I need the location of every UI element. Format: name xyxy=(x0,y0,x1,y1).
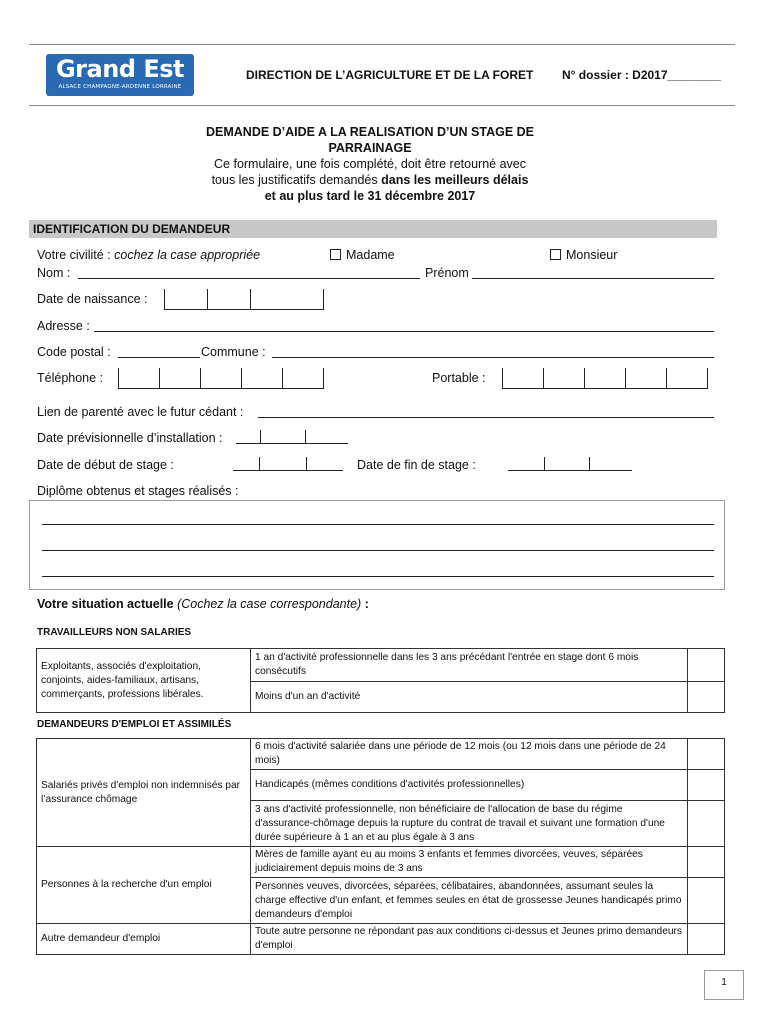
option-text: 6 mois d'activité salariée dans une période de 12 mois (ou 12 mois dans une période de 24 mois) xyxy=(251,739,688,770)
code-postal-label: Code postal : xyxy=(37,345,111,359)
code-postal-field[interactable] xyxy=(118,357,200,358)
option-text: Mères de famille ayant eu au moins 3 enfants et femmes divorcées, veuves, séparées judiciairement depuis moins de 3 ans xyxy=(251,847,688,878)
category-recherche-emploi: Personnes à la recherche d'un emploi xyxy=(37,847,251,924)
naissance-label: Date de naissance : xyxy=(37,292,148,306)
telephone-label: Téléphone : xyxy=(37,371,104,385)
top-rule xyxy=(29,44,735,45)
commune-label: Commune : xyxy=(201,345,266,359)
parente-field[interactable] xyxy=(258,417,714,418)
logo-main-text: Grand Est xyxy=(55,55,184,83)
prenom-field[interactable] xyxy=(472,278,714,279)
diplome-line-1 xyxy=(42,524,714,525)
form-title-line2: PARRAINAGE xyxy=(328,141,412,155)
adresse-field[interactable] xyxy=(94,331,714,332)
logo-sub-text: ALSACE CHAMPAGNE-ARDENNE LORRAINE xyxy=(58,84,182,90)
table-non-salaries xyxy=(36,648,725,713)
parente-label: Lien de parenté avec le futur cédant : xyxy=(37,405,244,419)
checkbox-madame[interactable]: Madame xyxy=(330,247,395,263)
fin-stage-label: Date de fin de stage : xyxy=(357,458,476,472)
option-checkbox[interactable] xyxy=(688,739,725,770)
situation-label: Votre situation actuelle (Cochez la case correspondante) : xyxy=(37,597,369,611)
grand-est-logo xyxy=(46,54,194,96)
option-checkbox[interactable] xyxy=(688,924,725,955)
civilite-label: Votre civilité : cochez la case appropriée xyxy=(37,248,261,262)
direction-title: DIRECTION DE L’AGRICULTURE ET DE LA FORET xyxy=(246,68,534,82)
option-text: 1 an d'activité professionnelle dans les 3 ans précédant l'entrée en stage dont 6 mois consécutifs xyxy=(251,649,688,682)
diplome-textarea[interactable] xyxy=(29,500,725,590)
group-title-non-salaries: TRAVAILLEURS NON SALARIES xyxy=(37,627,192,638)
option-checkbox[interactable] xyxy=(688,878,725,924)
installation-field[interactable] xyxy=(236,430,348,444)
form-title-line1: DEMANDE D’AIDE A LA REALISATION D’UN STAGE DE xyxy=(205,125,534,139)
checkbox-monsieur[interactable]: Monsieur xyxy=(550,247,617,263)
option-checkbox[interactable] xyxy=(688,847,725,878)
category-autre-demandeur: Autre demandeur d'emploi xyxy=(37,924,251,955)
nom-label: Nom : xyxy=(37,266,71,280)
option-text: Handicapés (mêmes conditions d'activités professionnelles) xyxy=(251,770,688,801)
fin-stage-field[interactable] xyxy=(508,457,632,471)
header-rule xyxy=(29,105,735,106)
option-text: 3 ans d'activité professionnelle, non bénéficiaire de l'allocation de base du régime d'assurance-chômage depuis la rupture du contrat de travail et suivant une formation d'une durée supérieure à 1 an et au plus égale à 3 ans xyxy=(251,801,688,847)
section-header-identification: IDENTIFICATION DU DEMANDEUR xyxy=(29,220,717,238)
option-text: Toute autre personne ne répondant pas aux conditions ci-dessus et Jeunes primo demandeurs d'emploi xyxy=(251,924,688,955)
form-instructions-line1: Ce formulaire, une fois complété, doit être retourné avec xyxy=(214,157,526,171)
adresse-label: Adresse : xyxy=(37,319,90,333)
portable-label: Portable : xyxy=(432,371,486,385)
option-checkbox[interactable] xyxy=(688,801,725,847)
commune-field[interactable] xyxy=(272,357,714,358)
diplome-line-2 xyxy=(42,550,714,551)
checkbox-icon xyxy=(330,249,341,260)
option-text: Moins d'un an d'activité xyxy=(251,682,688,713)
diplome-label: Diplôme obtenus et stages réalisés : xyxy=(37,484,239,498)
form-instructions-line2: tous les justificatifs demandés dans les meilleurs délais xyxy=(211,173,529,187)
prenom-label: Prénom xyxy=(425,266,469,280)
option-checkbox[interactable] xyxy=(688,682,725,713)
page-number: 1 xyxy=(704,970,744,1000)
naissance-field[interactable] xyxy=(164,289,324,310)
category-exploitants: Exploitants, associés d'exploitation, conjoints, aides-familiaux, artisans, commerçants, professions libérales. xyxy=(37,649,251,713)
table-demandeurs xyxy=(36,738,725,955)
portable-field[interactable] xyxy=(502,368,708,389)
dossier-number: N° dossier : D2017________ xyxy=(562,68,721,82)
group-title-demandeurs: DEMANDEURS D'EMPLOI ET ASSIMILÉS xyxy=(37,719,232,730)
checkbox-icon xyxy=(550,249,561,260)
installation-label: Date prévisionnelle d’installation : xyxy=(37,431,223,445)
option-checkbox[interactable] xyxy=(688,770,725,801)
option-checkbox[interactable] xyxy=(688,649,725,682)
nom-field[interactable] xyxy=(78,278,420,279)
debut-stage-label: Date de début de stage : xyxy=(37,458,174,472)
telephone-field[interactable] xyxy=(118,368,324,389)
category-salaries-prives: Salariés privés d'emploi non indemnisés par l’assurance chômage xyxy=(37,739,251,847)
form-deadline: et au plus tard le 31 décembre 2017 xyxy=(264,189,476,203)
debut-stage-field[interactable] xyxy=(233,457,343,471)
diplome-line-3 xyxy=(42,576,714,577)
option-text: Personnes veuves, divorcées, séparées, célibataires, abandonnées, assumant seules la charge effective d'un enfant, et femmes seules en état de grossesse Jeunes handicapés primo demandeurs d'emploi xyxy=(251,878,688,924)
